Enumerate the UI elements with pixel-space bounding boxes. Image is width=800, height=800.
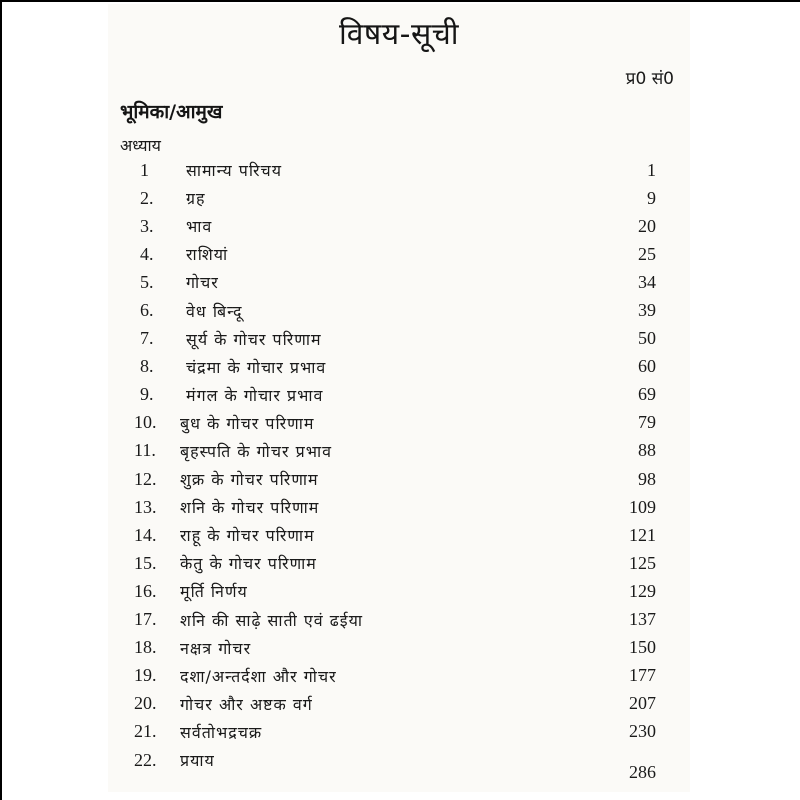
toc-entry [108,325,690,353]
toc-entry [108,746,690,782]
page-title: विषय-सूची [338,17,460,52]
chapter-title: बृहस्पति के गोचर प्रभाव [180,441,333,461]
toc-entry [108,212,690,240]
chapter-title: शनि के गोचर परिणाम [180,498,320,518]
chapter-number: 10. [134,412,157,433]
toc-entry [108,184,690,212]
page-number: 125 [629,552,656,573]
image-border-top [0,0,800,2]
chapter-title: ग्रह [186,189,206,209]
chapter-title: सूर्य के गोचर परिणाम [186,329,322,349]
page-number: 230 [629,721,656,742]
toc-entry [108,156,690,184]
chapter-title: नक्षत्र गोचर [180,638,252,658]
page-number: 20 [638,215,656,236]
chapter-number: 15. [134,552,157,573]
chapter-number: 3. [140,215,154,236]
chapter-number: 21. [134,721,157,742]
page-number: 34 [638,271,656,292]
chapter-number: 22. [134,749,157,770]
chapter-title: बुध के गोचर परिणाम [180,413,315,433]
page-number: 177 [629,665,656,686]
toc-entry [108,409,690,437]
chapter-title: सामान्य परिचय [186,161,282,181]
chapter-label: अध्याय [120,136,161,155]
chapter-title: शुक्र के गोचर परिणाम [180,470,319,490]
chapter-number: 4. [140,243,154,264]
chapter-title: केतु के गोचर परिणाम [180,554,317,574]
chapter-title: राहू के गोचर परिणाम [180,526,315,546]
chapter-number: 2. [140,187,154,208]
page-number: 129 [629,580,656,601]
page-number: 25 [638,243,656,264]
chapter-title: दशा/अन्तर्दशा और गोचर [180,666,337,686]
chapter-number: 7. [140,328,154,349]
toc-entry [108,690,690,718]
toc-entry [108,465,690,493]
toc-entry [108,493,690,521]
page-number: 98 [638,468,656,489]
page-number: 109 [629,496,656,517]
book-page [108,4,690,792]
toc-entry [108,662,690,690]
page-number: 1 [647,159,656,180]
table-of-contents [108,156,690,782]
page-number: 121 [629,524,656,545]
chapter-title: मूर्ति निर्णय [180,582,248,602]
toc-entry [108,718,690,746]
toc-entry [108,240,690,268]
chapter-title: चंद्रमा के गोचार प्रभाव [186,357,327,377]
chapter-number: 1 [140,159,149,180]
chapter-number: 8. [140,356,154,377]
page-number: 137 [629,609,656,630]
chapter-number: 6. [140,300,154,321]
chapter-title: शनि की साढ़े साती एवं ढईया [180,610,363,630]
page-number: 88 [638,440,656,461]
chapter-title: गोचर और अष्टक वर्ग [180,694,313,714]
toc-entry [108,521,690,549]
chapter-number: 14. [134,524,157,545]
page-number: 150 [629,637,656,658]
chapter-number: 17. [134,609,157,630]
toc-entry [108,353,690,381]
toc-entry [108,381,690,409]
chapter-number: 16. [134,580,157,601]
toc-entry [108,268,690,296]
chapter-number: 5. [140,271,154,292]
page-number: 286 [629,761,656,782]
page-number: 79 [638,412,656,433]
page-number-column-header: प्र0 सं0 [625,69,674,89]
image-border-left [0,0,2,800]
toc-entry [108,577,690,605]
chapter-number: 9. [140,384,154,405]
toc-entry [108,606,690,634]
toc-entry [108,549,690,577]
chapter-title: सर्वतोभद्रचक्र [180,722,263,742]
chapter-number: 13. [134,496,157,517]
chapter-title: वेध बिन्दू [186,301,243,321]
chapter-title: राशियां [186,245,229,265]
chapter-number: 20. [134,693,157,714]
page-number: 207 [629,693,656,714]
chapter-number: 18. [134,637,157,658]
chapter-title: मंगल के गोचार प्रभाव [186,385,324,405]
toc-entry [108,634,690,662]
chapter-number: 12. [134,468,157,489]
chapter-number: 11. [134,440,156,461]
chapter-number: 19. [134,665,157,686]
page-number: 9 [647,187,656,208]
toc-entry [108,437,690,465]
page-number: 69 [638,384,656,405]
page-number: 50 [638,328,656,349]
page-number: 60 [638,356,656,377]
introduction-heading: भूमिका/आमुख [120,101,223,123]
chapter-title: प्रयाय [180,751,215,771]
chapter-title: गोचर [186,273,219,293]
toc-entry [108,296,690,324]
chapter-title: भाव [186,217,213,237]
page-number: 39 [638,300,656,321]
